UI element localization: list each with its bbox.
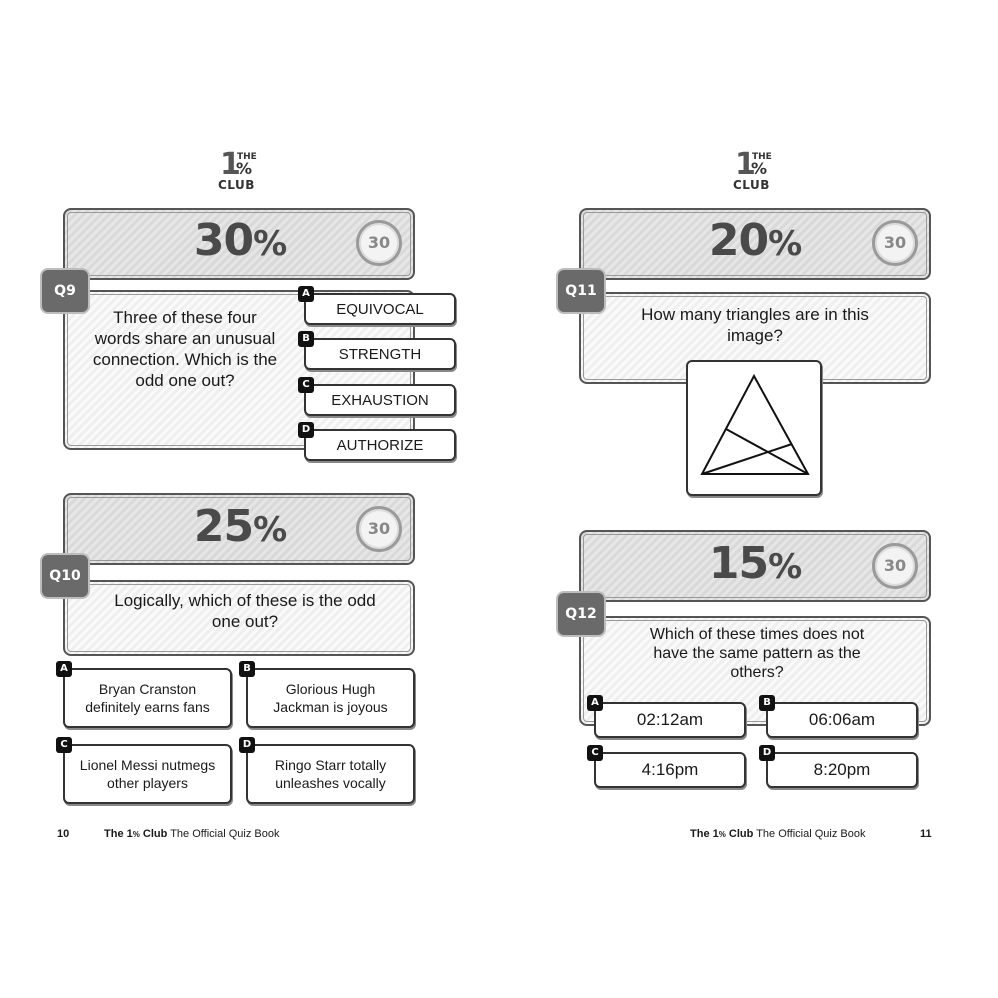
page-number-right: 11 (920, 828, 932, 840)
q9-letter-d: D (298, 422, 314, 438)
q11-percent: 20% (708, 215, 802, 266)
q10-letter-b: B (239, 661, 255, 677)
q9-question-text: Three of these four words share an unusual connection. Which is the odd one out? (92, 308, 278, 390)
q12-letter-a: A (587, 695, 603, 711)
q9-letter-a: A (298, 286, 314, 302)
q10-question-text: Logically, which of these is the odd one out? (114, 591, 376, 631)
q12-percent: 15% (708, 538, 802, 589)
q9-label: Q9 (40, 268, 90, 314)
q9-option-d[interactable]: AUTHORIZE (304, 429, 456, 461)
q10-option-c[interactable]: Lionel Messi nutmegs other players (63, 744, 232, 804)
q11-label: Q11 (556, 268, 606, 314)
q12-option-d[interactable]: 8:20pm (766, 752, 918, 788)
q9-letter-b: B (298, 331, 314, 347)
club-logo: 1 THE % CLUB (218, 147, 257, 192)
q12-letter-c: C (587, 745, 603, 761)
q9-timer-icon: 30 (356, 220, 402, 266)
q10-letter-a: A (56, 661, 72, 677)
q10-letter-d: D (239, 737, 255, 753)
q9-option-a[interactable]: EQUIVOCAL (304, 293, 456, 325)
q12-label: Q12 (556, 591, 606, 637)
q10-option-a[interactable]: Bryan Cranston definitely earns fans (63, 668, 232, 728)
footer-title-right: The 1% Club The Official Quiz Book (690, 828, 866, 840)
page-number-left: 10 (57, 828, 70, 840)
q10-timer-icon: 30 (356, 506, 402, 552)
q9-percent: 30% (193, 215, 287, 266)
triangle-image (686, 360, 822, 496)
q9-option-b[interactable]: STRENGTH (304, 338, 456, 370)
triangle-diagram (688, 362, 820, 494)
q11-timer-icon: 30 (872, 220, 918, 266)
q10-option-b[interactable]: Glorious Hugh Jackman is joyous (246, 668, 415, 728)
q12-option-b[interactable]: 06:06am (766, 702, 918, 738)
club-logo: 1 THE % CLUB (733, 147, 772, 192)
q12-question-text: Which of these times does not have the same pattern as the others? (649, 626, 865, 681)
q10-label: Q10 (40, 553, 90, 599)
q12-letter-d: D (759, 745, 775, 761)
q11-question-text: How many triangles are in this image? (641, 305, 869, 345)
q9-letter-c: C (298, 377, 314, 393)
q12-option-c[interactable]: 4:16pm (594, 752, 746, 788)
q10-letter-c: C (56, 737, 72, 753)
q10-percent: 25% (193, 501, 287, 552)
q12-option-a[interactable]: 02:12am (594, 702, 746, 738)
q9-option-c[interactable]: EXHAUSTION (304, 384, 456, 416)
q12-letter-b: B (759, 695, 775, 711)
q12-timer-icon: 30 (872, 543, 918, 589)
footer-title-left: The 1% Club The Official Quiz Book (104, 828, 280, 840)
q10-option-d[interactable]: Ringo Starr totally unleashes vocally (246, 744, 415, 804)
